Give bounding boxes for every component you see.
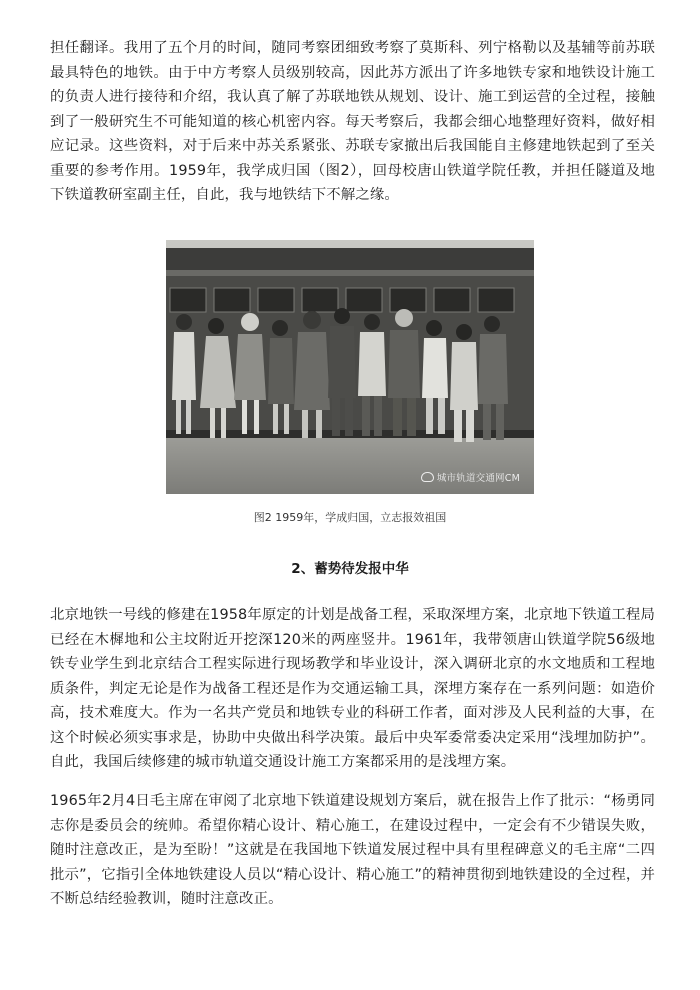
historic-group-photo xyxy=(166,240,534,494)
paragraph-intro: 担任翻译。我用了五个月的时间，随同考察团细致考察了莫斯科、列宁格勒以及基辅等前苏联最具特色的地铁。由于中方考察人员级别较高，因此苏方派出了许多地铁专家和地铁设计施工的负责人进行接待和介绍，我认真了解了苏联地铁从规划、设计、施工到运营的全过程，接触到了一般研究生不可能知道的核心机密内容。每天考察后，我都会细心地整理好资料，做好相应记录。这些资料，对于后来中苏关系紧张、苏联专家撤出后我国能自主修建地铁起到了至关重要的参考作用。1959年，我学成归国（图2），回母校唐山铁道学院任教，并担任隧道及地下铁道教研室副主任，自此，我与地铁结下不解之缘。 xyxy=(50,40,655,203)
paragraph-section3: 1965年2月4日毛主席在审阅了北京地下铁道建设规划方案后，就在报告上作了批示：“杨勇同志你是委员会的统帅。希望你精心设计、精心施工，在建设过程中，一定会有不少错误失败，随时注意改正，是为至盼！”这就是在我国地下铁道发展过程中具有里程碑意义的毛主席“二四批示”，它指引全体地铁建设人员以“精心设计、精心施工”的精神贯彻到地铁建设的全过程，并不断总结经验教训，随时注意改正。 xyxy=(50,793,655,907)
section-heading: 2、蓄势待发报中华 xyxy=(291,561,409,577)
watermark-logo-icon xyxy=(421,472,434,482)
photo-illustration xyxy=(166,240,534,494)
photo-watermark xyxy=(421,470,520,484)
paragraph-section2: 北京地铁一号线的修建在1958年原定的计划是战备工程，采取深埋方案，北京地下铁道工程局已经在木樨地和公主坟附近开挖深120米的两座竖井。1961年，我带领唐山铁道学院56级地铁专业学生到北京结合工程实际进行现场教学和毕业设计，深入调研北京的水文地质和工程地质条件，判定无论是作为战备工程还是作为交通运输工具，深埋方案存在一系列问题：如造价高，技术难度大。作为一名共产党员和地铁专业的科研工作者，面对涉及人民利益的大事，在这个时候必须实事求是，协助中央做出科学决策。最后中央军委常委决定采用“浅埋加防护”。自此，我国后续修建的城市轨道交通设计施工方案都采用的是浅埋方案。 xyxy=(50,607,655,770)
figure-caption: 图2 1959年，学成归国，立志报效祖国 xyxy=(253,511,447,524)
watermark-text: 城市轨道交通网CM xyxy=(436,473,520,484)
